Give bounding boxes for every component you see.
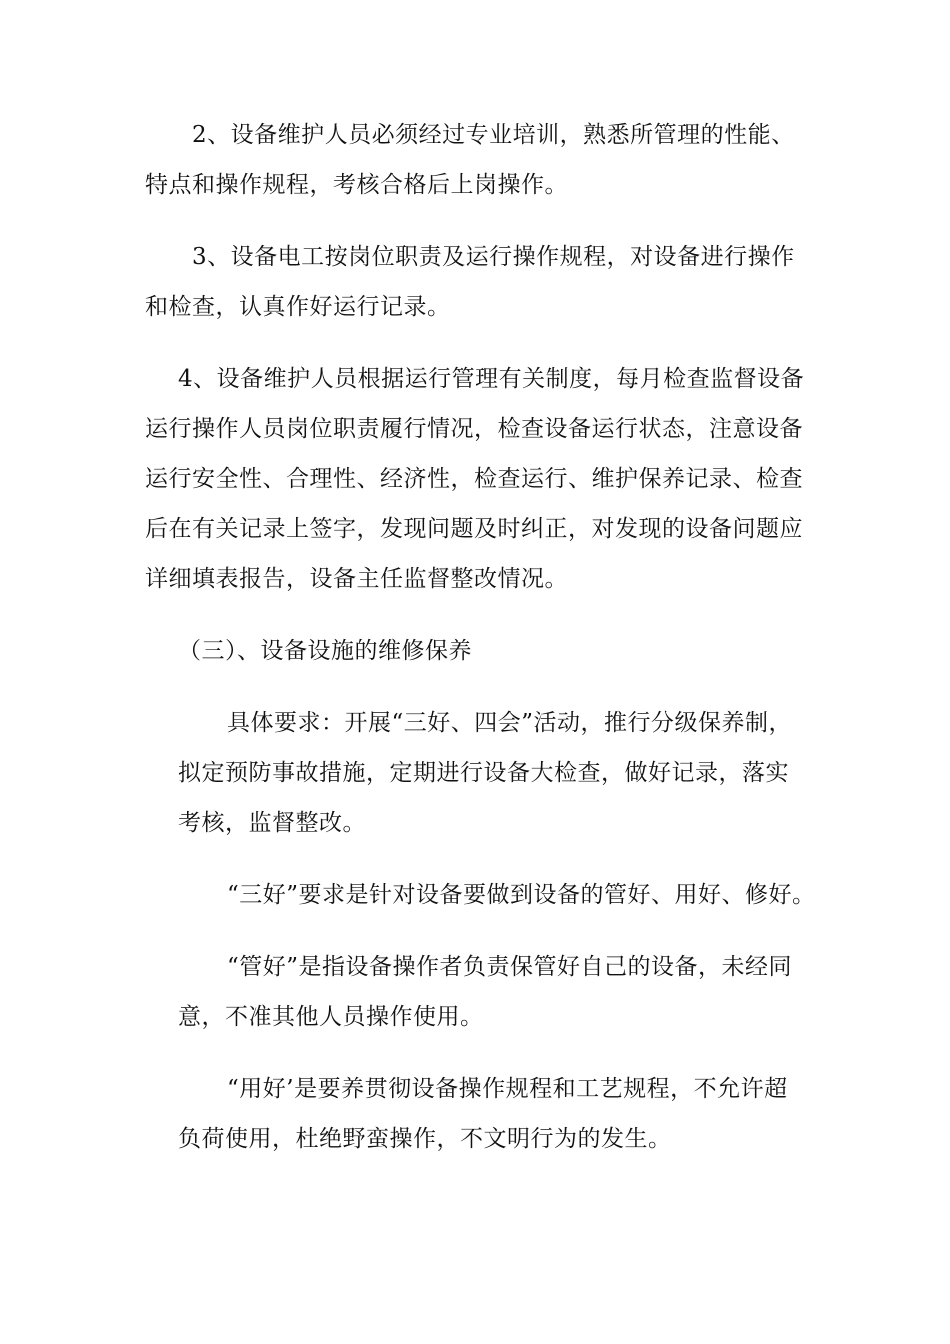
section-3-heading: （三）、设备设施的维修保养	[178, 638, 472, 664]
item-4-line-2: 运行操作人员岗位职责履行情况，检查设备运行状态，注意设备	[145, 416, 803, 442]
requirements-line-2: 拟定预防事故措施，定期进行设备大检查，做好记录，落实	[178, 760, 789, 786]
item-4-line-1: 4、设备维护人员根据运行管理有关制度，每月检查监督设备	[178, 366, 805, 392]
requirements-line-1: 具体要求：开展“三好、四会”活动，推行分级保养制，	[227, 710, 793, 736]
item-4-line-4: 后在有关记录上签字，发现问题及时纠正，对发现的设备问题应	[145, 516, 803, 542]
item-2-line-2: 特点和操作规程，考核合格后上岗操作。	[145, 172, 568, 198]
manage-good-line-2: 意，不准其他人员操作使用。	[178, 1004, 484, 1030]
three-good-line: “三好”要求是针对设备要做到设备的管好、用好、修好。	[227, 882, 816, 908]
item-3-line-2: 和检查，认真作好运行记录。	[145, 294, 451, 320]
item-4-line-5: 详细填表报告，设备主任监督整改情况。	[145, 566, 568, 592]
use-good-line-1: “用好’是要养贯彻设备操作规程和工艺规程，不允许超	[227, 1076, 788, 1102]
manage-good-line-1: “管好”是指设备操作者负责保管好自己的设备，未经同	[227, 954, 793, 980]
use-good-line-2: 负荷使用，杜绝野蛮操作，不文明行为的发生。	[178, 1126, 672, 1152]
item-3-line-1: 3、设备电工按岗位职责及运行操作规程，对设备进行操作	[192, 244, 795, 270]
requirements-line-3: 考核，监督整改。	[178, 810, 366, 836]
item-2-line-1: 2、设备维护人员必须经过专业培训，熟悉所管理的性能、	[192, 122, 795, 148]
item-4-line-3: 运行安全性、合理性、经济性，检查运行、维护保养记录、检查	[145, 466, 803, 492]
